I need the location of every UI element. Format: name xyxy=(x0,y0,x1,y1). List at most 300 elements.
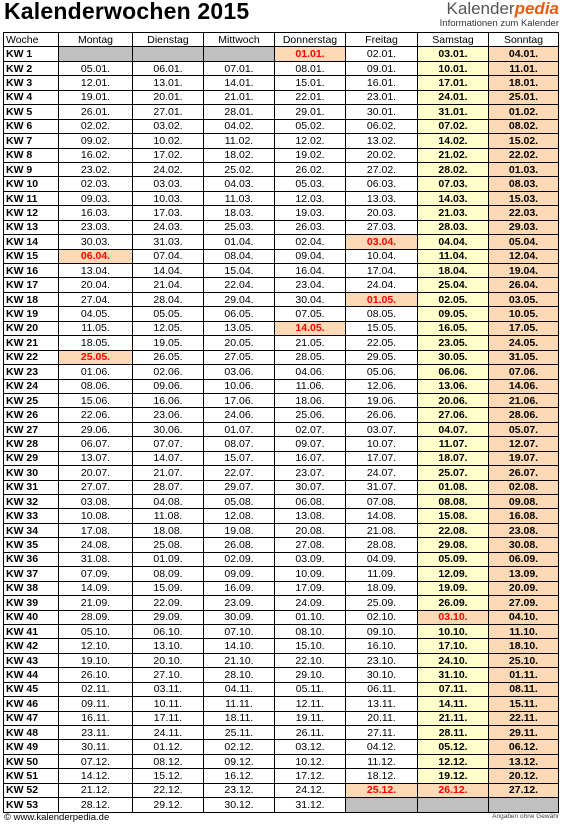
day-cell-thursday: 26.03. xyxy=(275,220,346,234)
day-cell-saturday: 12.12. xyxy=(418,754,489,768)
day-cell-tuesday: 24.02. xyxy=(133,162,204,176)
day-cell-wednesday: 22.04. xyxy=(204,278,275,292)
day-cell-wednesday: 04.03. xyxy=(204,177,275,191)
day-cell-sunday: 19.04. xyxy=(489,264,559,278)
week-number-cell: KW 18 xyxy=(4,292,59,306)
day-cell-monday: 19.10. xyxy=(59,653,133,667)
day-cell-tuesday: 07.07. xyxy=(133,437,204,451)
day-cell-wednesday xyxy=(204,47,275,61)
day-cell-thursday: 10.09. xyxy=(275,567,346,581)
day-cell-thursday: 08.10. xyxy=(275,624,346,638)
table-row xyxy=(4,798,559,812)
day-cell-tuesday: 21.04. xyxy=(133,278,204,292)
day-cell-monday: 20.07. xyxy=(59,466,133,480)
day-cell-sunday: 13.12. xyxy=(489,754,559,768)
day-cell-sunday: 29.11. xyxy=(489,726,559,740)
day-cell-sunday: 08.02. xyxy=(489,119,559,133)
day-cell-tuesday: 10.03. xyxy=(133,191,204,205)
day-cell-tuesday: 01.09. xyxy=(133,552,204,566)
day-cell-monday: 16.11. xyxy=(59,711,133,725)
day-cell-monday: 26.01. xyxy=(59,105,133,119)
day-cell-wednesday: 11.11. xyxy=(204,697,275,711)
day-cell-sunday: 17.05. xyxy=(489,321,559,335)
day-cell-saturday: 14.02. xyxy=(418,134,489,148)
day-cell-thursday: 14.05. xyxy=(275,321,346,335)
day-cell-saturday: 26.09. xyxy=(418,596,489,610)
day-cell-wednesday: 15.04. xyxy=(204,264,275,278)
day-cell-saturday: 02.05. xyxy=(418,292,489,306)
week-number-cell: KW 14 xyxy=(4,235,59,249)
table-row xyxy=(4,653,559,667)
day-cell-friday: 06.02. xyxy=(346,119,418,133)
column-header-sunday: Sonntag xyxy=(489,33,559,47)
day-cell-tuesday: 06.10. xyxy=(133,624,204,638)
day-cell-saturday: 30.05. xyxy=(418,350,489,364)
week-number-cell: KW 29 xyxy=(4,451,59,465)
week-number-cell: KW 26 xyxy=(4,408,59,422)
day-cell-tuesday: 08.09. xyxy=(133,567,204,581)
week-number-cell: KW 47 xyxy=(4,711,59,725)
table-row xyxy=(4,336,559,350)
day-cell-monday: 01.06. xyxy=(59,365,133,379)
day-cell-wednesday: 18.02. xyxy=(204,148,275,162)
day-cell-thursday: 08.01. xyxy=(275,61,346,75)
week-number-cell: KW 53 xyxy=(4,798,59,812)
day-cell-monday xyxy=(59,47,133,61)
day-cell-saturday: 14.03. xyxy=(418,191,489,205)
day-cell-saturday: 18.07. xyxy=(418,451,489,465)
week-number-cell: KW 42 xyxy=(4,639,59,653)
day-cell-tuesday: 07.04. xyxy=(133,249,204,263)
week-number-cell: KW 39 xyxy=(4,596,59,610)
day-cell-wednesday: 02.12. xyxy=(204,740,275,754)
day-cell-tuesday: 10.02. xyxy=(133,134,204,148)
day-cell-tuesday: 28.04. xyxy=(133,292,204,306)
day-cell-tuesday: 13.01. xyxy=(133,76,204,90)
day-cell-monday: 21.09. xyxy=(59,596,133,610)
week-number-cell: KW 35 xyxy=(4,538,59,552)
table-row xyxy=(4,509,559,523)
day-cell-friday: 21.08. xyxy=(346,523,418,537)
table-row xyxy=(4,278,559,292)
column-header-tuesday: Dienstag xyxy=(133,33,204,47)
day-cell-sunday: 21.06. xyxy=(489,393,559,407)
week-number-cell: KW 21 xyxy=(4,336,59,350)
table-row xyxy=(4,321,559,335)
day-cell-sunday: 25.10. xyxy=(489,653,559,667)
day-cell-friday: 09.01. xyxy=(346,61,418,75)
day-cell-tuesday: 27.10. xyxy=(133,668,204,682)
week-number-cell: KW 27 xyxy=(4,422,59,436)
brand-logo xyxy=(440,0,559,29)
day-cell-thursday: 01.10. xyxy=(275,610,346,624)
day-cell-friday: 12.06. xyxy=(346,379,418,393)
table-row xyxy=(4,480,559,494)
week-number-cell: KW 49 xyxy=(4,740,59,754)
day-cell-tuesday: 27.01. xyxy=(133,105,204,119)
day-cell-sunday: 03.05. xyxy=(489,292,559,306)
day-cell-monday: 14.09. xyxy=(59,581,133,595)
table-row xyxy=(4,235,559,249)
day-cell-sunday: 09.08. xyxy=(489,495,559,509)
table-row xyxy=(4,47,559,61)
week-number-cell: KW 12 xyxy=(4,206,59,220)
day-cell-thursday: 15.10. xyxy=(275,639,346,653)
week-number-cell: KW 28 xyxy=(4,437,59,451)
day-cell-thursday: 07.05. xyxy=(275,307,346,321)
day-cell-friday: 27.02. xyxy=(346,162,418,176)
day-cell-saturday: 20.06. xyxy=(418,393,489,407)
day-cell-wednesday: 18.03. xyxy=(204,206,275,220)
day-cell-sunday: 01.03. xyxy=(489,162,559,176)
day-cell-sunday: 04.10. xyxy=(489,610,559,624)
header-row xyxy=(4,33,559,47)
week-number-cell: KW 50 xyxy=(4,754,59,768)
day-cell-sunday: 20.12. xyxy=(489,769,559,783)
day-cell-friday: 11.12. xyxy=(346,754,418,768)
day-cell-monday: 02.02. xyxy=(59,119,133,133)
day-cell-sunday: 16.08. xyxy=(489,509,559,523)
page-header xyxy=(0,0,563,31)
day-cell-saturday: 28.02. xyxy=(418,162,489,176)
week-number-cell: KW 51 xyxy=(4,769,59,783)
day-cell-monday: 30.03. xyxy=(59,235,133,249)
day-cell-tuesday: 11.08. xyxy=(133,509,204,523)
week-number-cell: KW 46 xyxy=(4,697,59,711)
day-cell-wednesday: 05.08. xyxy=(204,495,275,509)
day-cell-friday: 25.12. xyxy=(346,783,418,797)
table-row xyxy=(4,610,559,624)
day-cell-wednesday: 15.07. xyxy=(204,451,275,465)
table-row xyxy=(4,148,559,162)
brand-tagline: Informationen zum Kalender xyxy=(439,18,559,29)
day-cell-wednesday: 08.04. xyxy=(204,249,275,263)
day-cell-monday: 23.02. xyxy=(59,162,133,176)
day-cell-tuesday: 08.12. xyxy=(133,754,204,768)
day-cell-wednesday: 21.10. xyxy=(204,653,275,667)
day-cell-saturday: 27.06. xyxy=(418,408,489,422)
table-row xyxy=(4,119,559,133)
week-number-cell: KW 11 xyxy=(4,191,59,205)
day-cell-wednesday: 23.09. xyxy=(204,596,275,610)
day-cell-saturday: 15.08. xyxy=(418,509,489,523)
day-cell-wednesday: 29.07. xyxy=(204,480,275,494)
day-cell-friday: 13.03. xyxy=(346,191,418,205)
table-row xyxy=(4,682,559,696)
day-cell-friday: 13.02. xyxy=(346,134,418,148)
day-cell-tuesday: 10.11. xyxy=(133,697,204,711)
day-cell-tuesday: 19.05. xyxy=(133,336,204,350)
day-cell-wednesday: 24.06. xyxy=(204,408,275,422)
table-row xyxy=(4,624,559,638)
day-cell-friday: 17.07. xyxy=(346,451,418,465)
day-cell-saturday: 01.08. xyxy=(418,480,489,494)
day-cell-monday: 19.01. xyxy=(59,90,133,104)
day-cell-monday: 18.05. xyxy=(59,336,133,350)
day-cell-tuesday: 22.12. xyxy=(133,783,204,797)
day-cell-thursday: 29.10. xyxy=(275,668,346,682)
day-cell-thursday: 04.06. xyxy=(275,365,346,379)
day-cell-saturday: 28.03. xyxy=(418,220,489,234)
table-row xyxy=(4,668,559,682)
day-cell-monday: 03.08. xyxy=(59,495,133,509)
day-cell-monday: 31.08. xyxy=(59,552,133,566)
day-cell-sunday: 29.03. xyxy=(489,220,559,234)
week-number-cell: KW 3 xyxy=(4,76,59,90)
day-cell-friday: 20.11. xyxy=(346,711,418,725)
table-row xyxy=(4,307,559,321)
day-cell-sunday: 04.01. xyxy=(489,47,559,61)
day-cell-friday xyxy=(346,798,418,812)
day-cell-saturday: 16.05. xyxy=(418,321,489,335)
column-header-monday: Montag xyxy=(59,33,133,47)
day-cell-wednesday: 30.12. xyxy=(204,798,275,812)
table-row xyxy=(4,76,559,90)
week-number-cell: KW 48 xyxy=(4,726,59,740)
day-cell-monday: 23.03. xyxy=(59,220,133,234)
day-cell-saturday: 10.01. xyxy=(418,61,489,75)
table-row xyxy=(4,552,559,566)
day-cell-friday: 27.11. xyxy=(346,726,418,740)
day-cell-sunday: 12.07. xyxy=(489,437,559,451)
day-cell-wednesday: 10.06. xyxy=(204,379,275,393)
day-cell-sunday: 07.06. xyxy=(489,365,559,379)
day-cell-saturday: 14.11. xyxy=(418,697,489,711)
day-cell-monday: 07.12. xyxy=(59,754,133,768)
day-cell-friday: 18.12. xyxy=(346,769,418,783)
day-cell-tuesday: 22.09. xyxy=(133,596,204,610)
table-row xyxy=(4,523,559,537)
table-row xyxy=(4,596,559,610)
week-number-cell: KW 13 xyxy=(4,220,59,234)
day-cell-monday: 15.06. xyxy=(59,393,133,407)
week-number-cell: KW 31 xyxy=(4,480,59,494)
day-cell-saturday: 07.02. xyxy=(418,119,489,133)
day-cell-monday: 27.04. xyxy=(59,292,133,306)
day-cell-friday: 10.07. xyxy=(346,437,418,451)
day-cell-saturday: 04.04. xyxy=(418,235,489,249)
table-row xyxy=(4,177,559,191)
day-cell-monday: 08.06. xyxy=(59,379,133,393)
week-number-cell: KW 30 xyxy=(4,466,59,480)
table-row xyxy=(4,350,559,364)
day-cell-tuesday: 24.03. xyxy=(133,220,204,234)
day-cell-friday: 04.12. xyxy=(346,740,418,754)
day-cell-saturday: 11.04. xyxy=(418,249,489,263)
week-number-cell: KW 44 xyxy=(4,668,59,682)
day-cell-saturday: 19.09. xyxy=(418,581,489,595)
day-cell-wednesday: 25.11. xyxy=(204,726,275,740)
day-cell-sunday: 30.08. xyxy=(489,538,559,552)
week-number-cell: KW 5 xyxy=(4,105,59,119)
day-cell-monday: 11.05. xyxy=(59,321,133,335)
day-cell-friday: 03.04. xyxy=(346,235,418,249)
table-row xyxy=(4,437,559,451)
week-number-cell: KW 19 xyxy=(4,307,59,321)
week-number-cell: KW 16 xyxy=(4,264,59,278)
day-cell-tuesday: 03.02. xyxy=(133,119,204,133)
day-cell-thursday: 15.01. xyxy=(275,76,346,90)
day-cell-monday: 21.12. xyxy=(59,783,133,797)
week-number-cell: KW 24 xyxy=(4,379,59,393)
day-cell-wednesday: 20.05. xyxy=(204,336,275,350)
column-header-thursday: Donnerstag xyxy=(275,33,346,47)
footer-copyright: © www.kalenderpedia.de xyxy=(4,812,110,823)
day-cell-sunday: 22.02. xyxy=(489,148,559,162)
day-cell-sunday: 31.05. xyxy=(489,350,559,364)
week-number-cell: KW 41 xyxy=(4,624,59,638)
day-cell-monday: 05.01. xyxy=(59,61,133,75)
day-cell-monday: 27.07. xyxy=(59,480,133,494)
day-cell-thursday: 09.04. xyxy=(275,249,346,263)
day-cell-saturday: 03.01. xyxy=(418,47,489,61)
day-cell-wednesday: 27.05. xyxy=(204,350,275,364)
table-row xyxy=(4,61,559,75)
day-cell-saturday: 21.02. xyxy=(418,148,489,162)
column-header-wednesday: Mittwoch xyxy=(204,33,275,47)
day-cell-thursday: 03.09. xyxy=(275,552,346,566)
day-cell-monday: 07.09. xyxy=(59,567,133,581)
day-cell-saturday: 31.01. xyxy=(418,105,489,119)
day-cell-sunday: 05.07. xyxy=(489,422,559,436)
day-cell-wednesday: 01.04. xyxy=(204,235,275,249)
day-cell-wednesday: 09.12. xyxy=(204,754,275,768)
day-cell-thursday: 24.09. xyxy=(275,596,346,610)
day-cell-friday: 29.05. xyxy=(346,350,418,364)
week-number-cell: KW 36 xyxy=(4,552,59,566)
column-header-week: Woche xyxy=(4,33,59,47)
week-number-cell: KW 15 xyxy=(4,249,59,263)
day-cell-friday: 20.03. xyxy=(346,206,418,220)
day-cell-friday: 08.05. xyxy=(346,307,418,321)
day-cell-saturday: 08.08. xyxy=(418,495,489,509)
day-cell-thursday: 05.02. xyxy=(275,119,346,133)
day-cell-thursday: 16.04. xyxy=(275,264,346,278)
day-cell-saturday: 03.10. xyxy=(418,610,489,624)
day-cell-tuesday: 03.11. xyxy=(133,682,204,696)
day-cell-thursday: 23.04. xyxy=(275,278,346,292)
day-cell-monday: 24.08. xyxy=(59,538,133,552)
day-cell-thursday: 03.12. xyxy=(275,740,346,754)
day-cell-saturday: 07.11. xyxy=(418,682,489,696)
day-cell-tuesday: 17.11. xyxy=(133,711,204,725)
day-cell-thursday: 19.02. xyxy=(275,148,346,162)
day-cell-sunday: 08.11. xyxy=(489,682,559,696)
week-number-cell: KW 1 xyxy=(4,47,59,61)
table-row xyxy=(4,105,559,119)
day-cell-thursday: 05.11. xyxy=(275,682,346,696)
day-cell-friday: 04.09. xyxy=(346,552,418,566)
day-cell-friday: 03.07. xyxy=(346,422,418,436)
day-cell-sunday: 11.10. xyxy=(489,624,559,638)
table-row xyxy=(4,538,559,552)
day-cell-thursday: 10.12. xyxy=(275,754,346,768)
day-cell-wednesday: 04.11. xyxy=(204,682,275,696)
day-cell-monday: 25.05. xyxy=(59,350,133,364)
day-cell-thursday: 01.01. xyxy=(275,47,346,61)
day-cell-friday: 13.11. xyxy=(346,697,418,711)
day-cell-tuesday xyxy=(133,47,204,61)
week-number-cell: KW 40 xyxy=(4,610,59,624)
day-cell-tuesday: 15.09. xyxy=(133,581,204,595)
week-number-cell: KW 45 xyxy=(4,682,59,696)
day-cell-sunday: 14.06. xyxy=(489,379,559,393)
week-number-cell: KW 10 xyxy=(4,177,59,191)
day-cell-saturday: 05.12. xyxy=(418,740,489,754)
day-cell-thursday: 16.07. xyxy=(275,451,346,465)
table-row xyxy=(4,162,559,176)
day-cell-friday: 06.03. xyxy=(346,177,418,191)
day-cell-friday: 26.06. xyxy=(346,408,418,422)
day-cell-sunday: 20.09. xyxy=(489,581,559,595)
day-cell-thursday: 05.03. xyxy=(275,177,346,191)
day-cell-thursday: 23.07. xyxy=(275,466,346,480)
day-cell-sunday: 25.01. xyxy=(489,90,559,104)
day-cell-monday: 09.03. xyxy=(59,191,133,205)
day-cell-friday: 05.06. xyxy=(346,365,418,379)
day-cell-tuesday: 18.08. xyxy=(133,523,204,537)
day-cell-friday: 30.01. xyxy=(346,105,418,119)
table-row xyxy=(4,451,559,465)
day-cell-tuesday: 26.05. xyxy=(133,350,204,364)
day-cell-monday: 14.12. xyxy=(59,769,133,783)
day-cell-friday: 28.08. xyxy=(346,538,418,552)
day-cell-wednesday: 16.09. xyxy=(204,581,275,595)
day-cell-tuesday: 15.12. xyxy=(133,769,204,783)
week-number-cell: KW 20 xyxy=(4,321,59,335)
calendar-body xyxy=(4,47,559,812)
day-cell-thursday: 22.10. xyxy=(275,653,346,667)
day-cell-monday: 05.10. xyxy=(59,624,133,638)
week-number-cell: KW 6 xyxy=(4,119,59,133)
day-cell-tuesday: 01.12. xyxy=(133,740,204,754)
day-cell-wednesday: 13.05. xyxy=(204,321,275,335)
day-cell-saturday: 13.06. xyxy=(418,379,489,393)
week-number-cell: KW 38 xyxy=(4,581,59,595)
day-cell-friday: 24.07. xyxy=(346,466,418,480)
table-row xyxy=(4,495,559,509)
day-cell-saturday: 29.08. xyxy=(418,538,489,552)
day-cell-thursday: 12.02. xyxy=(275,134,346,148)
week-number-cell: KW 8 xyxy=(4,148,59,162)
day-cell-thursday: 27.08. xyxy=(275,538,346,552)
table-row xyxy=(4,393,559,407)
day-cell-sunday: 18.01. xyxy=(489,76,559,90)
day-cell-friday: 02.01. xyxy=(346,47,418,61)
day-cell-tuesday: 16.06. xyxy=(133,393,204,407)
day-cell-friday: 27.03. xyxy=(346,220,418,234)
day-cell-wednesday: 14.10. xyxy=(204,639,275,653)
day-cell-tuesday: 20.01. xyxy=(133,90,204,104)
day-cell-friday: 02.10. xyxy=(346,610,418,624)
day-cell-monday: 12.01. xyxy=(59,76,133,90)
day-cell-sunday: 24.05. xyxy=(489,336,559,350)
day-cell-monday: 28.12. xyxy=(59,798,133,812)
day-cell-saturday: 09.05. xyxy=(418,307,489,321)
day-cell-saturday: 17.10. xyxy=(418,639,489,653)
day-cell-saturday: 23.05. xyxy=(418,336,489,350)
day-cell-wednesday: 02.09. xyxy=(204,552,275,566)
day-cell-wednesday: 25.03. xyxy=(204,220,275,234)
week-number-cell: KW 22 xyxy=(4,350,59,364)
table-row xyxy=(4,726,559,740)
day-cell-sunday: 10.05. xyxy=(489,307,559,321)
day-cell-wednesday: 30.09. xyxy=(204,610,275,624)
day-cell-monday: 26.10. xyxy=(59,668,133,682)
day-cell-wednesday: 16.12. xyxy=(204,769,275,783)
table-row xyxy=(4,191,559,205)
day-cell-tuesday: 21.07. xyxy=(133,466,204,480)
